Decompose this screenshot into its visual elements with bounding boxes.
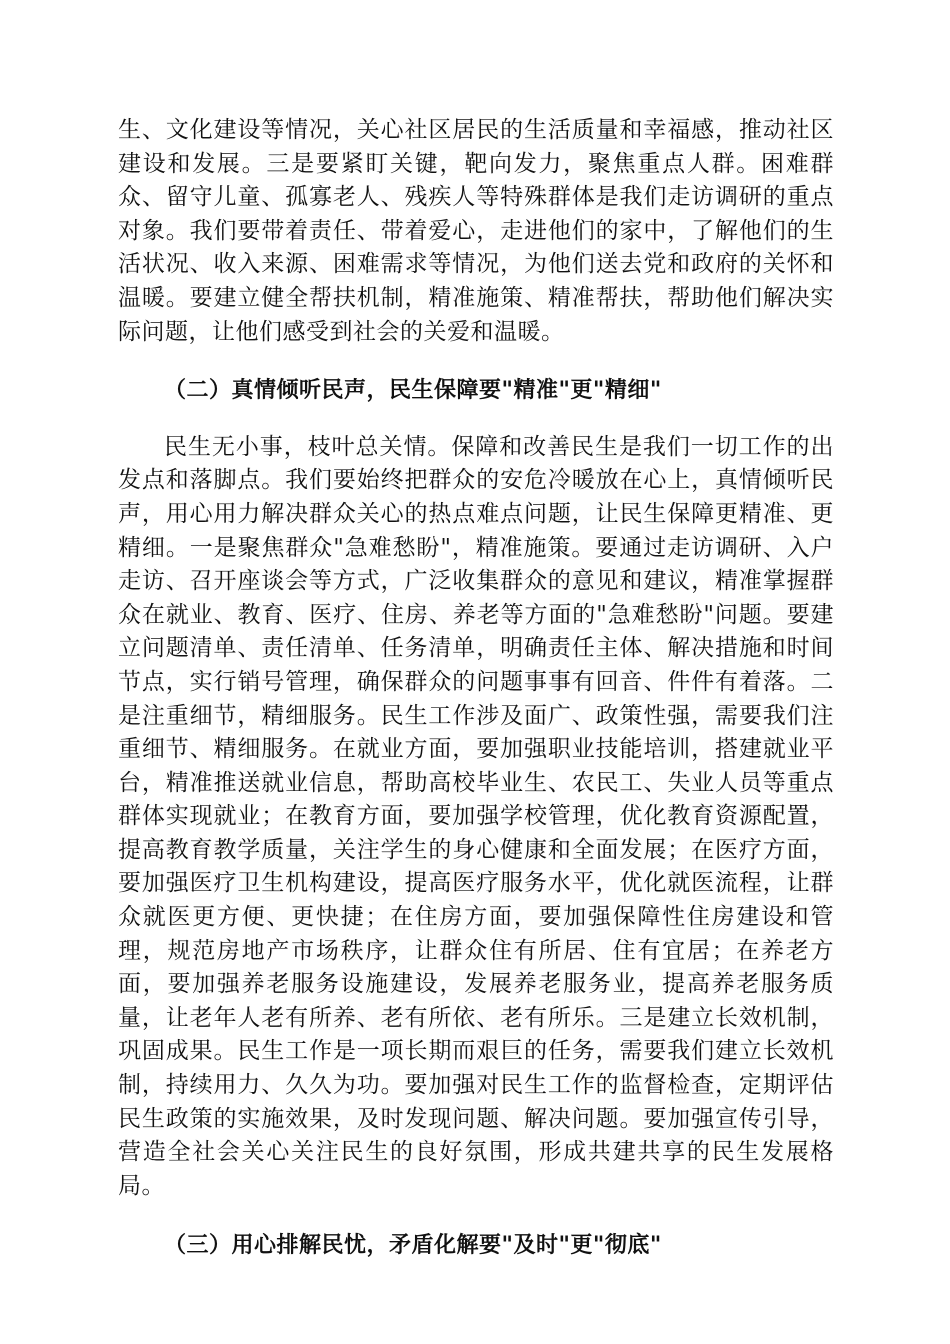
section-heading-2: （二）真情倾听民声，民生保障要"精准"更"精细" [164, 378, 662, 404]
body-paragraph: 民生无小事，枝叶总关情。保障和改善民生是我们一切工作的出发点和落脚点。我们要始终把群众的安危冷暖放在心上，真情倾听民声，用心用力解决群众关心的热点难点问题，让民生保障更精准、更精细。一是聚焦群众"急难愁盼"，精准施策。要通过走访调研、入户走访、召开座谈会等方式，广泛收集群众的意见和建议，精准掌握群众在就业、教育、医疗、住房、养老等方面的"急难愁盼"问题。要建立问题清单、责任清单、任务清单，明确责任主体、解决措施和时间节点，实行销号管理，确保群众的问题事事有回音、件件有着落。二是注重细节，精细服务。民生工作涉及面广、政策性强，需要我们注重细节、精细服务。在就业方面，要加强职业技能培训，搭建就业平台，精准推送就业信息，帮助高校毕业生、农民工、失业人员等重点群体实现就业；在教育方面，要加强学校管理，优化教育资源配置，提高教育教学质量，关注学生的身心健康和全面发展；在医疗方面，要加强医疗卫生机构建设，提高医疗服务水平，优化就医流程，让群众就医更方便、更快捷；在住房方面，要加强保障性住房建设和管理，规范房地产市场秩序，让群众住有所居、住有宜居；在养老方面，要加强养老服务设施建设，发展养老服务业，提高养老服务质量，让老年人老有所养、老有所依、老有所乐。三是建立长效机制，巩固成果。民生工作是一项长期而艰巨的任务，需要我们建立长效机制，持续用力、久久为功。要加强对民生工作的监督检查，定期评估民生政策的实施效果，及时发现问题、解决问题。要加强宣传引导，营造全社会关心关注民生的良好氛围，形成共建共享的民生发展格局。 [118, 433, 834, 1199]
section-heading-3: （三）用心排解民忧，矛盾化解要"及时"更"彻底" [164, 1233, 662, 1259]
body-paragraph: 生、文化建设等情况，关心社区居民的生活质量和幸福感，推动社区建设和发展。三是要紧盯关键，靶向发力，聚焦重点人群。困难群众、留守儿童、孤寡老人、残疾人等特殊群体是我们走访调研的重点对象。我们要带着责任、带着爱心，走进他们的家中，了解他们的生活状况、收入来源、困难需求等情况，为他们送去党和政府的关怀和温暖。要建立健全帮扶机制，精准施策、精准帮扶，帮助他们解决实际问题，让他们感受到社会的关爱和温暖。 [118, 117, 834, 345]
document-page [118, 114, 834, 1263]
